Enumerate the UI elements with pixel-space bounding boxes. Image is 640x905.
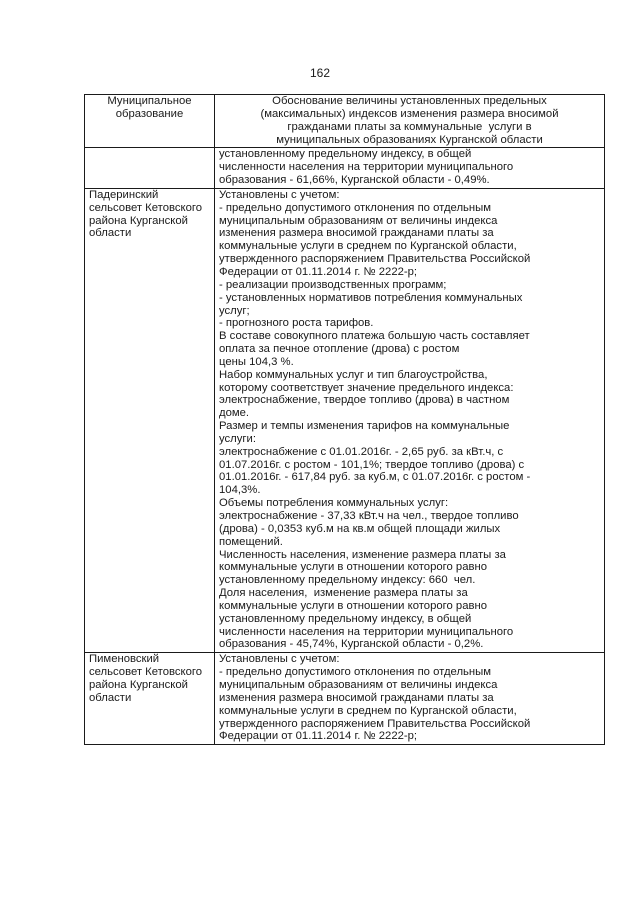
text-line: электроснабжение - 37,33 кВт.ч на чел., твердое топливо xyxy=(219,510,519,522)
text-line: 01.07.2016г. с ростом - 101,1%; твердое топливо (дрова) с xyxy=(219,458,525,471)
justification-cell xyxy=(215,653,605,745)
justification-table xyxy=(84,94,605,745)
text-line: утвержденного распоряжением Правительства Российской xyxy=(219,717,531,730)
text-line: которому соответствует значение предельного индекса: xyxy=(219,381,514,394)
text-line: численности населения на территории муниципального xyxy=(219,625,514,638)
text-line: муниципальным образованиям от величины индекса xyxy=(219,214,498,227)
municipality-cell xyxy=(85,653,215,745)
text-line: Набор коммунальных услуг и тип благоустройства, xyxy=(219,368,488,381)
table-header-row xyxy=(85,95,605,148)
text-line: Федерации от 01.11.2014 г. № 2222-р; xyxy=(219,265,418,278)
text-line: - прогнозного роста тарифов. xyxy=(219,317,374,330)
text-line: коммунальные услуги в отношении которого равно xyxy=(219,599,488,612)
text-line: 01.01.2016г. - 617,84 руб. за куб.м, с 01.07.2016г. с ростом - xyxy=(219,471,531,484)
text-line: изменения размера вносимой гражданами платы за xyxy=(219,691,494,704)
text-line: цены 104,3 %. xyxy=(219,355,294,368)
text-line: муниципальным образованиям от величины индекса xyxy=(219,678,498,691)
header-justification: Обоснование величины установленных предельных (максимальных) индексов изменения размера вносимой гражданами платы за коммунальные услуги в муниципальных образованиях Курганской области xyxy=(215,95,605,148)
text-line: электроснабжение, твердое топливо (дрова) в частном xyxy=(219,394,510,407)
table-row xyxy=(85,188,605,652)
text-line: услуг; xyxy=(219,304,250,317)
text-line: электроснабжение с 01.01.2016г. - 2,65 руб. за кВт.ч, с xyxy=(219,445,504,458)
header-municipality: Муниципальное образование xyxy=(85,95,215,148)
text-line: Объемы потребления коммунальных услуг: xyxy=(219,497,449,510)
text-line: Падеринский xyxy=(89,188,159,201)
text-line: - реализации производственных программ; xyxy=(219,278,447,291)
text-line: оплата за печное отопление (дрова) с ростом xyxy=(219,343,460,356)
text-line: района Курганской xyxy=(89,214,188,227)
text-line: (дрова) - 0,0353 куб.м на кв.м общей площади жилых xyxy=(219,522,501,535)
justification-cell: установленному предельному индексу, в общей численности населения на территории муниципального образования - 61,66%, Курганской области - 0,49%. xyxy=(215,148,605,189)
page-number: 162 xyxy=(309,66,331,80)
text-line: услуги: xyxy=(219,432,256,445)
text-line: - установленных нормативов потребления коммунальных xyxy=(219,291,523,304)
text-line: Федерации от 01.11.2014 г. № 2222-р; xyxy=(219,730,418,743)
text-line: утвержденного распоряжением Правительства Российской xyxy=(219,253,531,266)
table-row xyxy=(85,148,605,189)
municipality-cell xyxy=(85,188,215,652)
text-line: В составе совокупного платежа большую часть составляет xyxy=(219,330,530,343)
text-line: установленному предельному индексу, в общей xyxy=(219,612,472,625)
text-line: - предельно допустимого отклонения по отдельным xyxy=(219,201,492,214)
text-line: сельсовет Кетовского xyxy=(89,666,203,679)
text-line: Численность населения, изменение размера платы за xyxy=(219,548,506,561)
text-line: области xyxy=(89,227,132,240)
text-line: помещений. xyxy=(219,535,283,548)
text-line: 104,3%. xyxy=(219,484,261,497)
text-line: - предельно допустимого отклонения по отдельным xyxy=(219,666,492,679)
table-row xyxy=(85,653,605,745)
text-line: изменения размера вносимой гражданами платы за xyxy=(219,227,494,240)
text-line: коммунальные услуги в среднем по Курганской области, xyxy=(219,240,517,253)
text-line: коммунальные услуги в отношении которого равно xyxy=(219,561,488,574)
justification-cell xyxy=(215,188,605,652)
text-line: сельсовет Кетовского xyxy=(89,201,203,214)
text-line: области xyxy=(89,691,132,704)
text-line: образования - 45,74%, Курганской области - 0,2%. xyxy=(219,638,484,651)
text-line: Пименовский xyxy=(89,653,160,666)
text-line: Установлены с учетом: xyxy=(219,188,340,201)
text-line: Размер и темпы изменения тарифов на коммунальные xyxy=(219,420,510,433)
text-line: района Курганской xyxy=(89,678,188,691)
text-line: Доля населения, изменение размера платы за xyxy=(219,587,468,600)
municipality-cell xyxy=(85,148,215,189)
text-line: установленному предельному индексу: 660 чел. xyxy=(219,574,476,587)
text-line: доме. xyxy=(219,407,250,420)
text-line: коммунальные услуги в среднем по Курганской области, xyxy=(219,704,517,717)
text-line: Установлены с учетом: xyxy=(219,653,340,666)
